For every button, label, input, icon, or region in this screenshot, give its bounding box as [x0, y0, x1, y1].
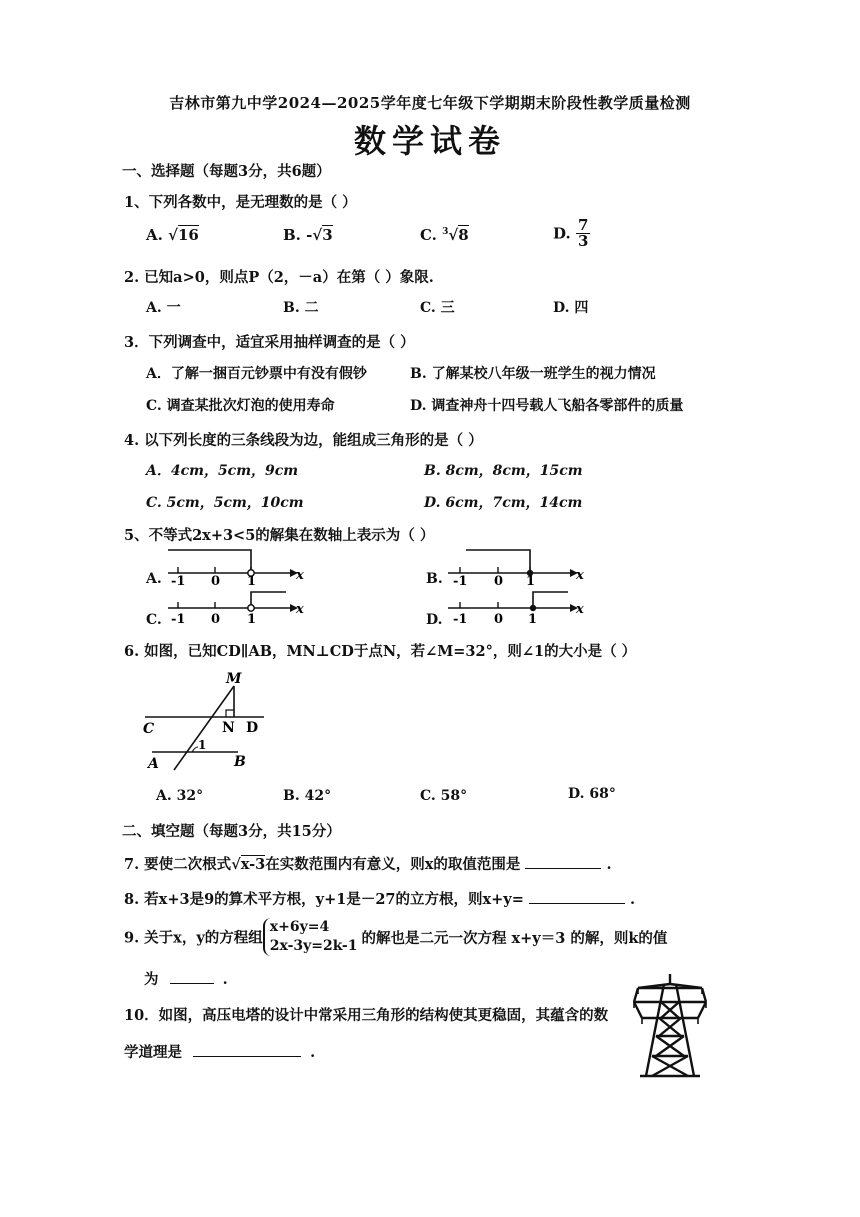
q6-geometry-figure — [140, 668, 270, 778]
svg-text:C: C — [143, 721, 155, 737]
q3-option-a: A．了解一捆百元钞票中有没有假钞 — [146, 366, 367, 382]
q5-number-line-a — [168, 545, 308, 587]
q2-option-b: B. 二 — [283, 300, 319, 316]
q6-option-c: C. 58° — [420, 788, 468, 804]
section-heading-choice: 一、选择题（每题3分，共6题） — [122, 163, 331, 180]
q9-equation-system: x+6y=4 2x-3y=2k-1 — [263, 918, 358, 956]
q4-option-c: C. 5cm，5cm，10cm — [146, 495, 304, 511]
q5-option-a-label: A. — [146, 571, 162, 587]
section-heading-fill: 二、填空题（每题3分，共15分） — [122, 823, 341, 840]
svg-text:1: 1 — [247, 612, 257, 627]
svg-text:-1: -1 — [171, 574, 186, 589]
q6-stem: 6. 如图，已知CD∥AB，MN⊥CD于点N，若∠M=32°，则∠1的大小是（ ） — [124, 643, 637, 660]
q1-stem: 1、下列各数中，是无理数的是（ ） — [124, 194, 357, 211]
svg-text:x: x — [576, 602, 584, 617]
svg-text:N: N — [222, 720, 235, 736]
q7-stem: 7. 要使二次根式√x-3在实数范围内有意义，则x的取值范围是 . — [124, 856, 612, 873]
svg-text:D: D — [246, 720, 259, 736]
q9-line2: 为 . — [144, 971, 228, 988]
svg-text:-1: -1 — [171, 612, 186, 627]
q4-stem: 4. 以下列长度的三条线段为边，能组成三角形的是（ ） — [124, 432, 483, 449]
exam-title: 数学试卷 — [353, 122, 506, 160]
svg-text:0: 0 — [211, 574, 221, 589]
q3-stem: 3．下列调查中，适宜采用抽样调查的是（ ） — [124, 334, 415, 351]
svg-text:-1: -1 — [453, 574, 468, 589]
q4-option-d: D. 6cm，7cm，14cm — [424, 495, 583, 511]
q3-option-d: D. 调查神舟十四号载人飞船各零部件的质量 — [410, 398, 684, 414]
q9-answer-blank[interactable] — [170, 969, 214, 984]
q5-option-c-label: C. — [146, 612, 162, 628]
svg-text:x: x — [296, 568, 304, 583]
q2-option-c: C. 三 — [420, 300, 455, 316]
q10-line2: 学道理是 . — [124, 1044, 316, 1061]
power-tower-image — [632, 972, 708, 1080]
q3-option-b: B. 了解某校八年级一班学生的视力情况 — [410, 366, 656, 382]
q5-stem: 5、不等式2x+3<5的解集在数轴上表示为（ ） — [124, 527, 435, 544]
svg-text:1: 1 — [247, 574, 257, 589]
q2-option-d: D. 四 — [553, 300, 589, 316]
q6-option-a: A. 32° — [156, 788, 204, 804]
q4-option-a: A．4cm，5cm，9cm — [146, 463, 299, 479]
svg-text:A: A — [148, 756, 159, 772]
q4-option-b: B. 8cm，8cm，15cm — [424, 463, 583, 479]
q2-stem: 2. 已知a>0，则点P（2，－a）在第（ ）象限. — [124, 269, 434, 286]
svg-text:M: M — [226, 671, 242, 687]
q9-stem: 9. 关于x，y的方程组 x+6y=4 2x-3y=2k-1 的解也是二元一次方程 x+y＝3 的解，则k的值 — [124, 919, 668, 954]
svg-text:x: x — [576, 568, 584, 583]
svg-text:1: 1 — [528, 612, 538, 627]
q2-option-a: A. 一 — [146, 300, 181, 316]
q10-line1: 10．如图，高压电塔的设计中常采用三角形的结构使其更稳固，其蕴含的数 — [124, 1007, 609, 1024]
q5-number-line-c — [168, 586, 308, 628]
svg-text:-1: -1 — [453, 612, 468, 627]
q8-stem: 8. 若x+3是9的算术平方根，y+1是－27的立方根，则x+y= . — [124, 891, 636, 908]
q5-number-line-d — [448, 586, 588, 628]
svg-text:B: B — [234, 754, 246, 770]
q6-option-d: D. 68° — [568, 786, 616, 802]
q7-answer-blank[interactable] — [525, 854, 601, 869]
svg-text:0: 0 — [494, 574, 504, 589]
svg-text:1: 1 — [198, 738, 207, 752]
q8-answer-blank[interactable] — [529, 889, 625, 904]
q5-option-d-label: D. — [426, 612, 443, 628]
q10-answer-blank[interactable] — [193, 1042, 301, 1057]
q1-option-b: B. -√3 — [283, 226, 333, 244]
q5-option-b-label: B. — [426, 571, 443, 587]
q5-number-line-b — [448, 545, 588, 587]
svg-text:0: 0 — [211, 612, 221, 627]
svg-text:x: x — [296, 602, 304, 617]
svg-text:1: 1 — [526, 574, 536, 589]
q1-option-d: D. $\frac{7}{3}$ — [553, 216, 589, 250]
exam-subtitle: 吉林市第九中学2024—2025学年度七年级下学期期末阶段性教学质量检测 — [169, 94, 691, 112]
q1-option-a: A. √16 — [146, 226, 199, 244]
svg-text:0: 0 — [494, 612, 504, 627]
q1-option-c: C. $^3$√8 — [420, 226, 469, 244]
q6-option-b: B. 42° — [283, 788, 332, 804]
q3-option-c: C. 调查某批次灯泡的使用寿命 — [146, 398, 335, 414]
